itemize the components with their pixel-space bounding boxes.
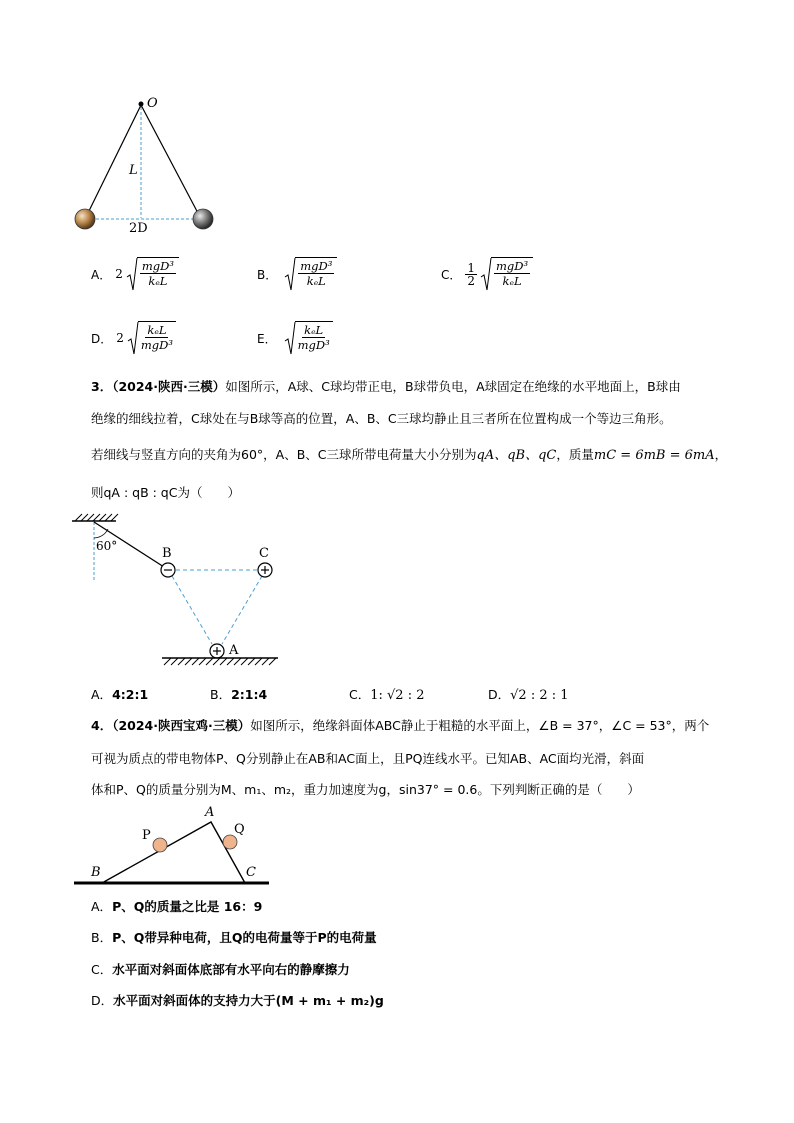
q4-option-A[interactable]: A．P、Q的质量之比是 16：9 [91,899,263,914]
object-Q [223,835,237,849]
q3-figure [0,510,794,710]
q2-option-c[interactable] [441,257,533,291]
q2-option-d[interactable] [91,321,176,355]
label-vertex-B: B [91,865,101,880]
q3-option-A[interactable]: A．4:2:1 [91,687,149,702]
q2-option-radical: kₑL mgD³ [285,321,333,355]
q2-option-coef: 2 [115,267,123,281]
object-P [153,838,167,852]
q2-option-key: D． [91,331,113,346]
label-C: C [259,546,269,561]
pendulum-figure [0,0,794,240]
ball-A [210,644,224,658]
q2-option-e[interactable] [257,321,333,355]
pivot-point [139,102,144,107]
q2-option-coef: 2 [116,331,124,345]
label-Q: Q [234,822,245,837]
q3-line4: 则qA : qB : qC为（ ） [91,485,240,500]
q2-option-b[interactable] [257,257,337,291]
q2-option-radical: mgD³ kₑL [481,257,533,291]
label-vertex-A: A [205,805,215,820]
q4-figure [0,800,794,890]
q4-line2: 可视为质点的带电物体P、Q分别静止在AB和AC面上，且PQ连线水平。已知AB、AC面均光滑，斜面 [91,751,645,766]
string-left [87,105,141,215]
q3-option-B[interactable]: B．2:1:4 [210,687,268,702]
label-L: L [129,163,138,178]
label-O: O [147,96,158,111]
q2-option-key: B． [257,267,278,282]
q4-line3: 体和P、Q的质量分别为M、m₁、m₂，重力加速度为g，sin37° = 0.6。下列判断正确的是（ ） [91,782,640,797]
q3-line3: 若细线与竖直方向的夹角为60°，A、B、C三球所带电荷量大小分别为qA、qB、qC，质量mC = 6mB = 6mA， [91,447,728,463]
ball-right [193,209,213,229]
q2-option-key: E． [257,331,277,346]
q4-option-B[interactable]: B．P、Q带异种电荷，且Q的电荷量等于P的电荷量 [91,930,377,945]
q2-option-radical: mgD³ kₑL [285,257,337,291]
label-60deg: 60° [96,539,118,553]
q3-option-D[interactable]: D．√2 : 2 : 1 [488,687,569,703]
q2-option-radical: kₑL mgD³ [128,321,176,355]
string-right [141,105,199,215]
label-B: B [162,546,172,561]
label-2D: 2D [129,221,148,236]
ball-B [161,563,175,577]
q3-line2: 绝缘的细线拉着，C球处在与B球等高的位置，A、B、C三球均静止且三者所在位置构成一个等边三角形。 [91,411,672,426]
ball-left [75,209,95,229]
q2-option-radical: mgD³ kₑL [127,257,179,291]
q3-line1: 3．（2024·陕西·三模）如图所示，A球、C球均带正电，B球带负电，A球固定在绝缘的水平地面上，B球由 [91,379,681,394]
q4-option-D[interactable]: D．水平面对斜面体的支持力大于(M + m₁ + m₂)g [91,993,384,1008]
q2-option-key: A． [91,267,112,282]
ball-C [258,563,272,577]
label-A: A [229,643,239,658]
incline-ABC [102,822,245,883]
q4-line1: 4．（2024·陕西宝鸡·三模）如图所示，绝缘斜面体ABC静止于粗糙的水平面上，∠B = 37°，∠C = 53°，两个 [91,718,710,733]
q4-option-C[interactable]: C．水平面对斜面体底部有水平向右的静摩擦力 [91,962,350,977]
label-P: P [142,828,151,843]
q3-option-C[interactable]: C．1: √2 : 2 [349,687,425,703]
label-vertex-C: C [246,865,256,880]
q2-option-key: C． [441,267,462,282]
q2-option-a[interactable] [91,257,179,291]
q2-option-coef: $\frac{1}{2}$ [467,261,476,288]
